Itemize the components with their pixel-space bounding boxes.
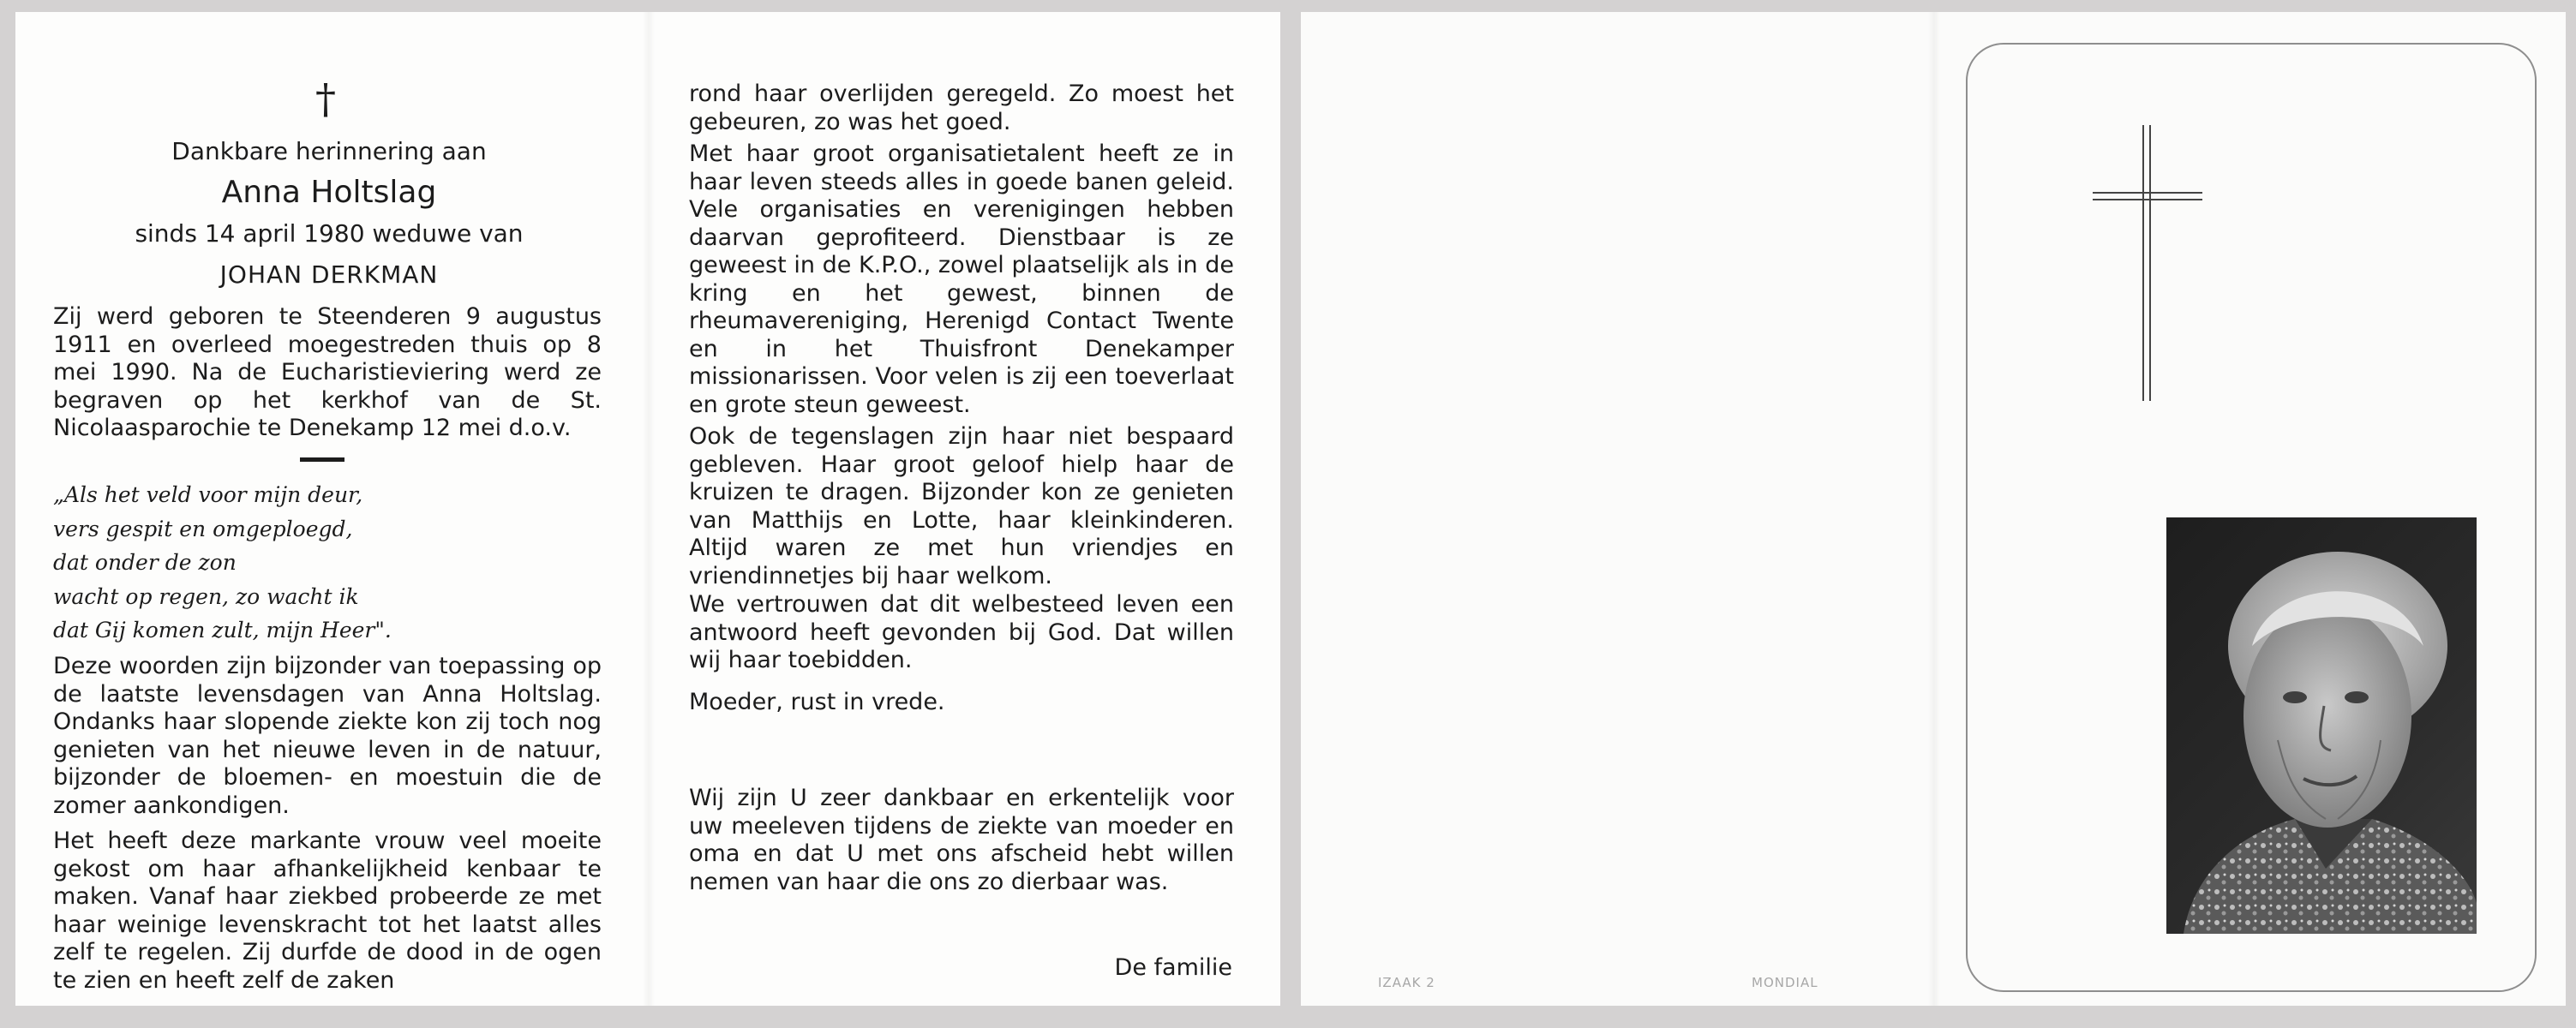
husband-name: JOHAN DERKMAN bbox=[219, 260, 439, 289]
divider-rule bbox=[300, 457, 344, 462]
faith-paragraph: We vertrouwen dat dit welbesteed leven een antwoord heeft gevonden bij God. Dat willen wij haar toebidden. bbox=[689, 591, 1234, 673]
biography-paragraph: Zij werd geboren te Steenderen 9 augustus 1911 en overleed moegestreden thuis op 8 mei 1990. Na de Eucharistieviering werd ze begraven op het kerkhof van de St. Nicolaasparochie te Denekamp 12 mei d.o.v. bbox=[53, 303, 602, 441]
poem-line: dat Gij komen zult, mijn Heer". bbox=[53, 618, 392, 642]
memorial-card-inner-spread bbox=[15, 12, 1280, 1006]
card-fold bbox=[643, 12, 655, 1006]
reflection-paragraph: Deze woorden zijn bijzonder van toepassing op de laatste levensdagen van Anna Holtslag. Ondanks haar slopende ziekte kon zij toch nog genieten van het nieuwe leven in de natuur, bijzonder de bloemen- en moestuin die de zomer aankondigen. bbox=[53, 653, 602, 819]
organisations-paragraph: Met haar groot organisatietalent heeft ze in haar leven steeds alles in goede banen geleid. Vele organisaties en verenigingen hebben daarvan geprofiteerd. Dienstbaar is ze geweest in de K.P.O., zowel plaatselijk als in de kring en het gewest, binnen de rheumavereniging, Herenigd Contact Twente en in het Thuisfront Denekamper missionarissen. Voor velen is zij een toeverlaat en grote steun geweest. bbox=[689, 140, 1234, 418]
character-paragraph: Het heeft deze markante vrouw veel moeite gekost om haar afhankelijkheid kenbaar te maken. Vanaf haar ziekbed probeerde ze met haar weinige levenskracht tot het laatst alles zelf te regelen. Zij durfde de dood in de ogen te zien en heeft zelf de zaken bbox=[53, 828, 602, 994]
poem-line: vers gespit en omgeploegd, bbox=[53, 516, 353, 541]
card-fold bbox=[1928, 12, 1940, 1006]
poem-line: dat onder de zon bbox=[53, 550, 237, 575]
thanks-paragraph: Wij zijn U zeer dankbaar en erkentelijk voor uw meeleven tijdens de ziekte van moeder en oma en dat U met ons afscheid hebt willen nemen van haar die ons zo dierbaar was. bbox=[689, 785, 1234, 895]
widow-line: sinds 14 april 1980 weduwe van bbox=[135, 219, 524, 248]
portrait-photo bbox=[2166, 517, 2477, 934]
memorial-card-outer-spread bbox=[1301, 12, 2566, 1006]
inner-left-page bbox=[15, 12, 643, 1006]
farewell-line: Moeder, rust in vrede. bbox=[689, 689, 945, 715]
cross-icon: † bbox=[315, 75, 336, 123]
deceased-name: Anna Holtslag bbox=[221, 175, 437, 210]
setbacks-paragraph: Ook de tegenslagen zijn haar niet bespaard gebleven. Haar groot geloof hielp haar de kruizen te dragen. Bijzonder kon ze genieten van Matthijs en Lotte, haar kleinkinderen. Altijd waren ze met hun vriendjes en vriendinnetjes bij haar welkom. bbox=[689, 423, 1234, 589]
poem-line: „Als het veld voor mijn deur, bbox=[53, 482, 363, 507]
dedication-line: Dankbare herinnering aan bbox=[171, 137, 487, 165]
print-code: IZAAK 2 bbox=[1378, 975, 1435, 990]
double-line-cross-icon bbox=[2093, 125, 2206, 413]
arrangements-paragraph: rond haar overlijden geregeld. Zo moest het gebeuren, zo was het goed. bbox=[689, 81, 1234, 135]
signature: De familie bbox=[1114, 954, 1232, 981]
poem-quote bbox=[53, 478, 602, 648]
portrait-illustration bbox=[2166, 517, 2477, 934]
inner-right-page bbox=[655, 12, 1280, 1006]
printer-mark: MONDIAL bbox=[1752, 975, 1818, 990]
poem-line: wacht op regen, zo wacht ik bbox=[53, 583, 359, 609]
